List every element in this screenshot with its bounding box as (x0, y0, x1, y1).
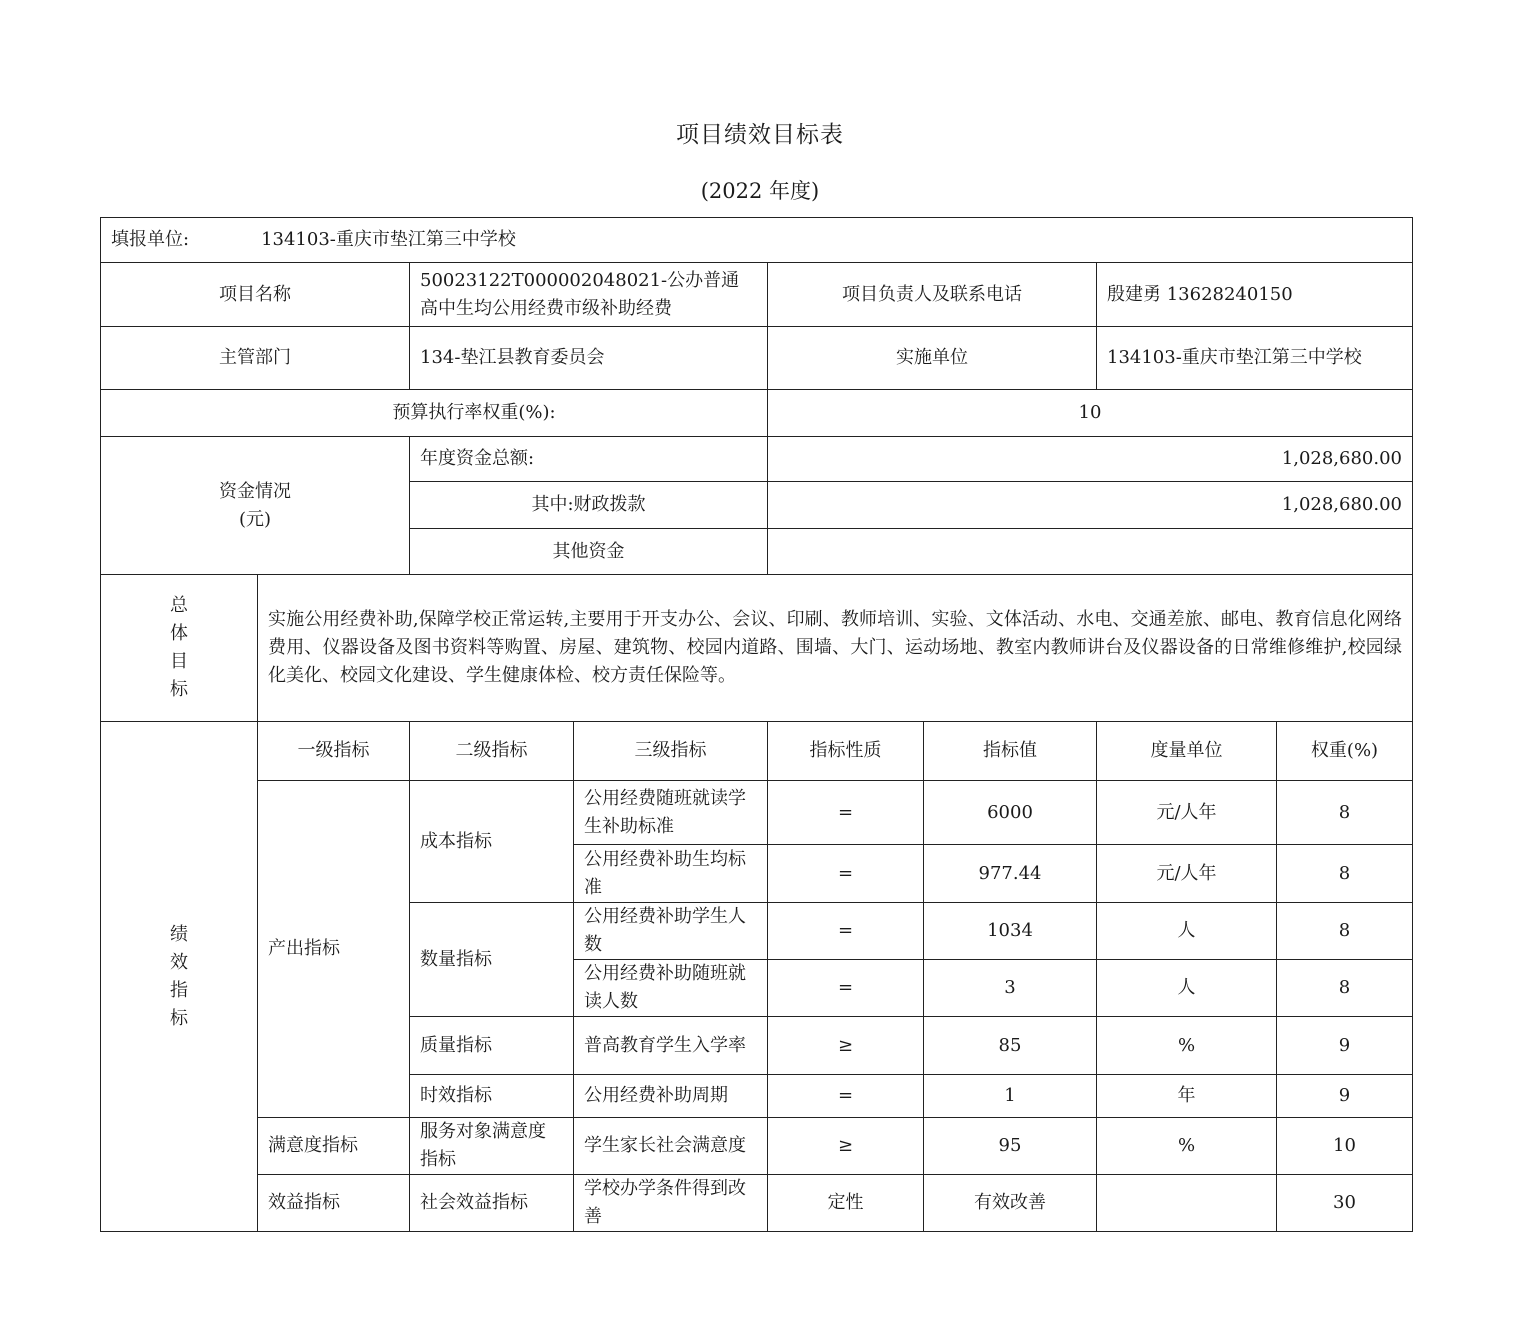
indicator-value: 1 (924, 1075, 1097, 1118)
indicator-unit: % (1097, 1017, 1277, 1075)
level2-service-satisfaction: 服务对象满意度指标 (410, 1118, 574, 1175)
level1-satisfaction: 满意度指标 (258, 1118, 410, 1175)
level1-output: 产出指标 (258, 781, 410, 1118)
indicator-weight: 9 (1277, 1075, 1413, 1118)
indicator-unit: 年 (1097, 1075, 1277, 1118)
budget-weight-label: 预算执行率权重(%): (101, 390, 768, 437)
indicator-unit: % (1097, 1118, 1277, 1175)
overall-goal-label-char: 总 (170, 595, 188, 616)
table-row (101, 1118, 1413, 1175)
level3-name: 公用经费补助生均标准 (574, 845, 768, 903)
level3-name: 学校办学条件得到改善 (574, 1175, 768, 1232)
indicator-value: 977.44 (924, 845, 1097, 903)
funds-label-line1: 资金情况 (219, 480, 291, 502)
indicator-nature: = (768, 960, 924, 1017)
level2-quality: 质量指标 (410, 1017, 574, 1075)
overall-goal-label-char: 标 (170, 679, 188, 700)
funds-fiscal-value: 1,028,680.00 (768, 482, 1413, 529)
level3-name: 公用经费补助周期 (574, 1075, 768, 1118)
page-title: 项目绩效目标表 (676, 122, 844, 148)
level3-name: 公用经费随班就读学生补助标准 (574, 781, 768, 845)
project-name-value: 50023122T000002048021-公办普通高中生均公用经费市级补助经费 (410, 263, 768, 327)
unit-cell (101, 218, 1413, 263)
level3-name: 学生家长社会满意度 (574, 1118, 768, 1175)
level2-social-benefit: 社会效益指标 (410, 1175, 574, 1232)
overall-goal-label-char: 体 (170, 623, 188, 644)
funds-total-value: 1,028,680.00 (768, 437, 1413, 482)
indicator-nature: = (768, 781, 924, 845)
budget-weight-row (101, 390, 1413, 437)
indicator-unit: 人 (1097, 960, 1277, 1017)
funds-fiscal-label: 其中:财政拨款 (410, 482, 768, 529)
unit-row (101, 218, 1413, 263)
funds-other-value (768, 529, 1413, 575)
level3-name: 普高教育学生入学率 (574, 1017, 768, 1075)
level2-timeliness: 时效指标 (410, 1075, 574, 1118)
table-row (101, 781, 1413, 845)
column-header: 指标性质 (768, 722, 924, 781)
funds-total-row (101, 437, 1413, 482)
indicator-value: 95 (924, 1118, 1097, 1175)
table-row (101, 1175, 1413, 1232)
indicator-weight: 8 (1277, 903, 1413, 960)
overall-goal-label-char: 目 (170, 651, 188, 672)
indicator-nature: ≥ (768, 1118, 924, 1175)
indicator-weight: 9 (1277, 1017, 1413, 1075)
impl-unit-value: 134103-重庆市垫江第三中学校 (1097, 327, 1413, 390)
indicator-nature: ≥ (768, 1017, 924, 1075)
budget-weight-value: 10 (768, 390, 1413, 437)
overall-goal-text: 实施公用经费补助,保障学校正常运转,主要用于开支办公、会议、印刷、教师培训、实验、文体活动、水电、交通差旅、邮电、教育信息化网络费用、仪器设备及图书资料等购置、房屋、建筑物、校园内道路、围墙、大门、运动场地、教室内教师讲台及仪器设备的日常维修维护,校园绿化美化、校园文化建设、学生健康体检、校方责任保险等。 (258, 575, 1413, 722)
funds-label (101, 437, 410, 575)
indicators-label-char: 效 (170, 951, 188, 973)
indicator-nature: = (768, 903, 924, 960)
level3-name: 公用经费补助随班就读人数 (574, 960, 768, 1017)
column-header: 权重(%) (1277, 722, 1413, 781)
indicators-label-char: 标 (170, 1007, 188, 1029)
indicator-weight: 8 (1277, 960, 1413, 1017)
column-header: 指标值 (924, 722, 1097, 781)
dept-value: 134-垫江县教育委员会 (410, 327, 768, 390)
project-name-label: 项目名称 (101, 263, 410, 327)
project-leader-value: 殷建勇 13628240150 (1097, 263, 1413, 327)
indicators-label (101, 722, 258, 1232)
indicator-weight: 8 (1277, 781, 1413, 845)
level2-quantity: 数量指标 (410, 903, 574, 1017)
funds-total-label: 年度资金总额: (410, 437, 768, 482)
indicator-weight: 10 (1277, 1118, 1413, 1175)
indicators-label-char: 指 (170, 979, 188, 1001)
impl-unit-label: 实施单位 (768, 327, 1097, 390)
column-header: 二级指标 (410, 722, 574, 781)
indicator-value: 有效改善 (924, 1175, 1097, 1232)
project-leader-label: 项目负责人及联系电话 (768, 263, 1097, 327)
indicator-value: 85 (924, 1017, 1097, 1075)
indicator-unit (1097, 1175, 1277, 1232)
indicator-weight: 8 (1277, 845, 1413, 903)
indicators-label-char: 绩 (170, 923, 188, 945)
indicator-value: 6000 (924, 781, 1097, 845)
column-header: 度量单位 (1097, 722, 1277, 781)
page-subtitle: (2022 年度) (700, 179, 820, 203)
funds-other-label: 其他资金 (410, 529, 768, 575)
indicator-unit: 元/人年 (1097, 781, 1277, 845)
overall-goal-row (101, 575, 1413, 722)
indicator-unit: 人 (1097, 903, 1277, 960)
level3-name: 公用经费补助学生人数 (574, 903, 768, 960)
overall-goal-label (101, 575, 258, 722)
indicator-value: 3 (924, 960, 1097, 1017)
indicator-unit: 元/人年 (1097, 845, 1277, 903)
unit-value: 134103-重庆市垫江第三中学校 (261, 229, 516, 250)
indicator-weight: 30 (1277, 1175, 1413, 1232)
indicator-value: 1034 (924, 903, 1097, 960)
indicator-nature: = (768, 845, 924, 903)
indicator-nature: 定性 (768, 1175, 924, 1232)
column-header: 三级指标 (574, 722, 768, 781)
level2-cost: 成本指标 (410, 781, 574, 903)
project-name-row (101, 263, 1413, 327)
level1-benefit: 效益指标 (258, 1175, 410, 1232)
department-row (101, 327, 1413, 390)
funds-label-line2: (元) (238, 508, 272, 530)
performance-goal-table (100, 217, 1413, 1232)
dept-label: 主管部门 (101, 327, 410, 390)
indicator-nature: = (768, 1075, 924, 1118)
indicator-header-row (101, 722, 1413, 781)
unit-label: 填报单位: (111, 229, 190, 250)
column-header: 一级指标 (258, 722, 410, 781)
